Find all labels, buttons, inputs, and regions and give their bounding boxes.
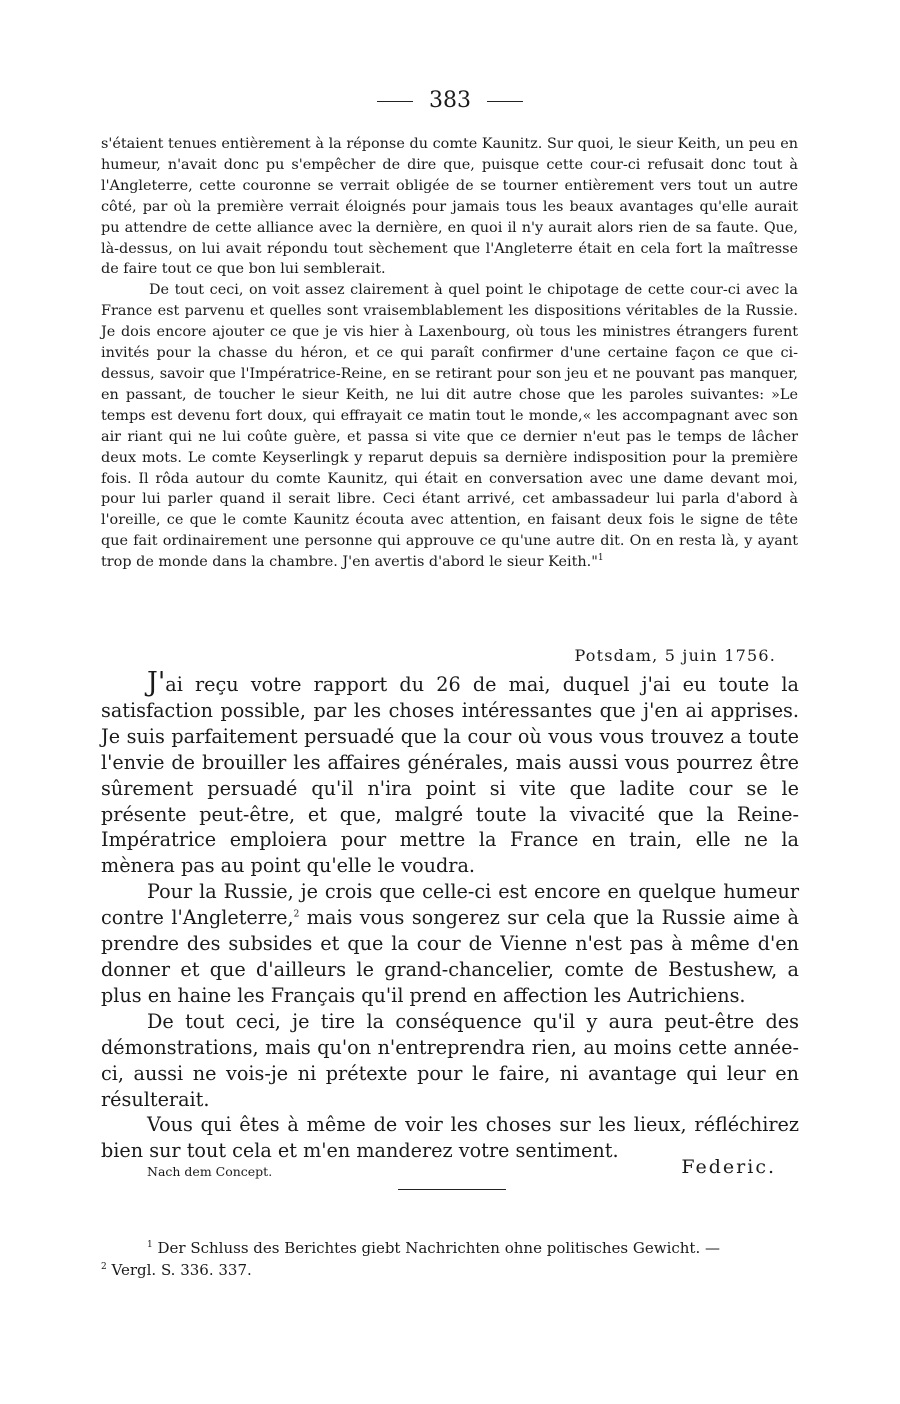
letter-body	[101, 667, 799, 1164]
footnote-ref-2: 2	[293, 909, 300, 920]
footnote-1: Der Schluss des Berichtes giebt Nachrichten ohne politisches Gewicht. —	[152, 1239, 720, 1257]
header-rule-right	[487, 101, 523, 102]
dateline: Potsdam, 5 juin 1756.	[574, 646, 776, 665]
footnote-separator	[398, 1189, 506, 1190]
report-paragraph-2-text: De tout ceci, on voit assez clairement à quel point le chipotage de cette cour-ci avec la France est parvenu et quelles sont vraisemblablement les dispositions véritables de la Russie. Je dois encore ajouter ce que je vis hier à Laxenbourg, où tous les ministres étrangers furent invités pour la chasse du héron, et ce qui paraît confirmer d'une certaine façon ce que ci-dessus, savoir que l'Impératrice-Reine, en se retirant pour son jeu et ne pouvant pas manquer, en passant, de toucher le sieur Keith, ne lui dit autre chose que les paroles suivantes: »Le temps est devenu fort doux, qui effrayait ce matin tout le monde,« les accompagnant avec son air riant qui ne lui coûte guère, et passa si vite que ce dernier n'eut pas le temps de lâcher deux mots. Le comte Keyserlingk y reparut depuis sa dernière indisposition pour la première fois. Il rôda autour du comte Kaunitz, qui était en conversation avec une dame devant moi, pour lui parler quand il serait libre. Ceci étant arrivé, cet ambassadeur lui parla d'abord à l'oreille, ce que le comte Kaunitz écouta avec attention, en faisant deux fois le signe de tête que fait ordinairement une personne qui approuve ce qu'une autre dit. On en resta là, y ayant trop de monde dans la chambre. J'en avertis d'abord le sieur Keith."	[101, 282, 798, 571]
page-number: 383	[429, 88, 471, 113]
report-paragraph-1: s'étaient tenues entièrement à la réponse du comte Kaunitz. Sur quoi, le sieur Keith, un peu en humeur, n'avait donc pu s'empêcher de dire que, puisque cette cour-ci refusait donc tout à l'Angleterre, cette couronne se verrait obligée de se tourner entièrement vers tout un autre côté, par où la première verrait éloignés pour jamais tous les beaux avantages qu'elle aurait pu attendre de cette alliance avec la dernière, en quoi il n'y aurait alors rien de sa faute. Que, là-dessus, on lui avait répondu tout sèchement que l'Angleterre était en cela fort la maîtresse de faire tout ce que bon lui semblerait.	[101, 136, 798, 278]
signature: Federic.	[681, 1156, 776, 1178]
report-paragraph-2	[101, 280, 798, 573]
header-rule-left	[377, 101, 413, 102]
page-header	[0, 88, 900, 113]
footnotes	[101, 1238, 799, 1281]
letter-paragraph-2	[101, 879, 799, 1009]
footnote-2: Vergl. S. 336. 337.	[106, 1260, 252, 1279]
footnote-text	[101, 1238, 799, 1281]
source-note: Nach dem Concept.	[147, 1164, 273, 1179]
footnote-mark-2: 2	[101, 1261, 107, 1272]
letter-paragraph-3: De tout ceci, je tire la conséquence qu'il y aura peut-être des démonstrations, mais qu'on n'entreprendra rien, au moins cette année-ci, aussi ne vois-je ni prétexte pour le faire, ni avantage qui leur en résulterait.	[101, 1009, 799, 1111]
letter-paragraph-2-text-a: Pour la Russie, je crois que celle-ci est encore en quelque humeur contre l'Angleterre,	[101, 880, 799, 930]
letter-paragraph-1: J'ai reçu votre rapport du 26 de mai, duquel j'ai eu toute la satisfaction possible, par les choses intéressantes que j'en ai apprises. Je suis parfaitement persuadé que la cour où vous vous trouvez a toute l'envie de brouiller les affaires générales, mais aussi vous pourrez être sûrement persuadé qu'il n'ira point si vite que ladite cour se le présente peut-être, et que, malgré toute la vivacité que la Reine-Impératrice emploiera pour mettre la France en train, elle ne la mènera pas au point qu'elle le voudra.	[101, 667, 799, 878]
footnote-ref-1: 1	[597, 553, 604, 564]
letter-paragraph-4: Vous qui êtes à même de voir les choses sur les lieux, réfléchirez bien sur tout cela et m'en manderez votre sentiment.	[101, 1113, 799, 1163]
report-quotation	[101, 134, 798, 573]
letter-paragraph-2-text-b: mais vous songerez sur cela que la Russie aime à prendre des subsides et que la cour de Vienne n'est pas à même d'en donner et que d'ailleurs le grand-chancelier, comte de Bestushew, a plus en haine les Français qu'il prend en affection les Autrichiens.	[101, 906, 799, 1007]
footnote-mark-1: 1	[147, 1240, 153, 1250]
